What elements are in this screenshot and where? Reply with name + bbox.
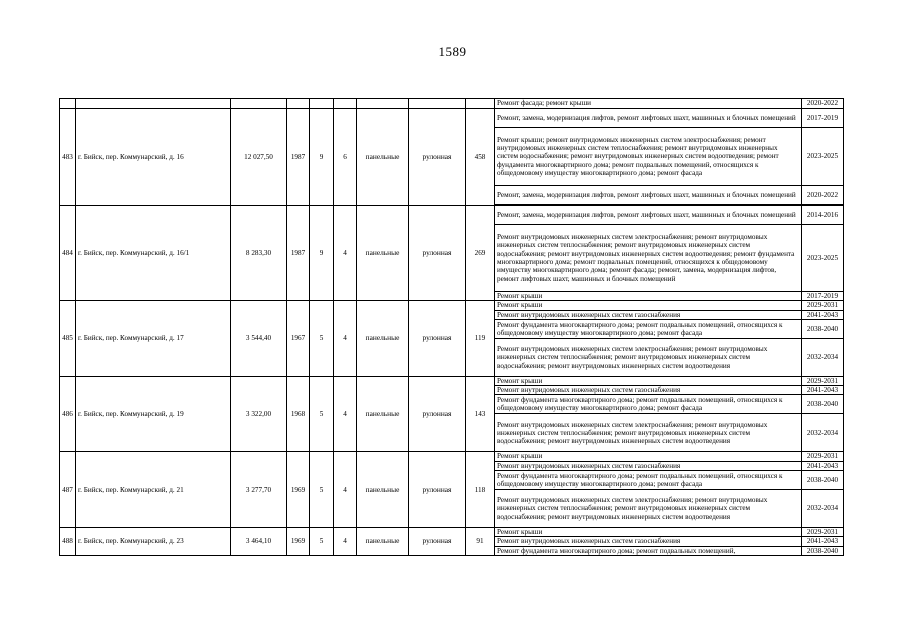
entrances: 4 <box>334 376 357 452</box>
table-row <box>60 528 844 537</box>
row-number: 485 <box>60 301 76 377</box>
work-period: 2041-2043 <box>802 537 844 546</box>
work-description: Ремонт фасада; ремонт крыши <box>495 99 802 109</box>
work-description: Ремонт, замена, модернизация лифтов, ремонт лифтовых шахт, машинных и блочных помещений <box>495 206 802 225</box>
work-period: 2020-2022 <box>802 186 844 205</box>
floors: 5 <box>310 301 334 377</box>
residents: 458 <box>466 109 495 206</box>
work-period: 2029-2031 <box>802 452 844 461</box>
work-description: Ремонт внутридомовых инженерных систем газоснабжения <box>495 310 802 319</box>
work-description: Ремонт, замена, модернизация лифтов, ремонт лифтовых шахт, машинных и блочных помещений <box>495 109 802 128</box>
entrances: 4 <box>334 301 357 377</box>
work-description: Ремонт крыши <box>495 301 802 310</box>
page-number: 1589 <box>438 44 467 59</box>
row-number: 483 <box>60 109 76 206</box>
wall-material: панельные <box>357 301 409 377</box>
cell-empty <box>334 99 357 109</box>
address: г. Бийск, пер. Коммунарский, д. 16 <box>76 109 231 206</box>
roof-type: рулонная <box>409 206 466 301</box>
table-row <box>60 99 844 109</box>
cell-empty <box>310 99 334 109</box>
work-period: 2041-2043 <box>802 461 844 470</box>
work-period: 2023-2025 <box>802 128 844 186</box>
floors: 9 <box>310 109 334 206</box>
row-number: 484 <box>60 206 76 301</box>
work-description: Ремонт крыши <box>495 292 802 301</box>
work-period: 2038-2040 <box>802 471 844 490</box>
work-period: 2020-2022 <box>802 99 844 109</box>
address: г. Бийск, пер. Коммунарский, д. 16/1 <box>76 206 231 301</box>
address: г. Бийск, пер. Коммунарский, д. 21 <box>76 452 231 528</box>
table-row <box>60 206 844 225</box>
work-description: Ремонт внутридомовых инженерных систем электроснабжения; ремонт внутридомовых инженерных систем теплоснабжения; ремонт внутридомовых инженерных систем водоснабжения; ремонт внутридомовых инженерных систем водоотведения; ремонт фундамента многоквартирного дома; ремонт подвальных помещений, относящихся к общедомовому имуществу многоквартирного дома; ремонт фасада; ремонт, замена, модернизация лифтов, ремонт лифтовых шахт, машинных и блочных помещений <box>495 225 802 292</box>
residents: 91 <box>466 528 495 556</box>
residents: 119 <box>466 301 495 377</box>
wall-material: панельные <box>357 376 409 452</box>
floors: 5 <box>310 376 334 452</box>
work-period: 2032-2034 <box>802 338 844 376</box>
total-area: 3 544,40 <box>231 301 287 377</box>
build-year: 1987 <box>287 206 310 301</box>
work-description: Ремонт внутридомовых инженерных систем электроснабжения; ремонт внутридомовых инженерных систем теплоснабжения; ремонт внутридомовых инженерных систем водоснабжения; ремонт внутридомовых инженерных систем водоотведения <box>495 490 802 528</box>
roof-type: рулонная <box>409 528 466 556</box>
work-description: Ремонт внутридомовых инженерных систем газоснабжения <box>495 537 802 546</box>
work-description: Ремонт крыши <box>495 376 802 385</box>
address: г. Бийск, пер. Коммунарский, д. 17 <box>76 301 231 377</box>
total-area: 3 322,00 <box>231 376 287 452</box>
table-row <box>60 109 844 128</box>
roof-type: рулонная <box>409 452 466 528</box>
entrances: 4 <box>334 452 357 528</box>
work-description: Ремонт внутридомовых инженерных систем электроснабжения; ремонт внутридомовых инженерных систем теплоснабжения; ремонт внутридомовых инженерных систем водоснабжения; ремонт внутридомовых инженерных систем водоотведения <box>495 414 802 452</box>
build-year: 1967 <box>287 301 310 377</box>
wall-material: панельные <box>357 452 409 528</box>
work-description: Ремонт внутридомовых инженерных систем газоснабжения <box>495 386 802 395</box>
entrances: 6 <box>334 109 357 206</box>
row-number: 487 <box>60 452 76 528</box>
row-number: 488 <box>60 528 76 556</box>
cell-empty <box>409 99 466 109</box>
cell-empty <box>231 99 287 109</box>
residents: 143 <box>466 376 495 452</box>
work-description: Ремонт фундамента многоквартирного дома; ремонт подвальных помещений, относящихся к общедомовому имуществу многоквартирного дома; ремонт фасада <box>495 319 802 338</box>
cell-empty <box>76 99 231 109</box>
table-row <box>60 452 844 461</box>
work-period: 2032-2034 <box>802 414 844 452</box>
table-row <box>60 301 844 310</box>
work-description: Ремонт крыши; ремонт внутридомовых инженерных систем электроснабжения; ремонт внутридомовых инженерных систем теплоснабжения; ремонт внутридомовых инженерных систем водоснабжения; ремонт внутридомовых инженерных систем водоотведения; ремонт фундамента многоквартирного дома; ремонт подвальных помещений, относящихся к общедомовому имуществу многоквартирного дома; ремонт фасада <box>495 128 802 186</box>
work-description: Ремонт фундамента многоквартирного дома; ремонт подвальных помещений, <box>495 546 802 555</box>
address: г. Бийск, пер. Коммунарский, д. 19 <box>76 376 231 452</box>
cell-empty <box>60 99 76 109</box>
work-period: 2017-2019 <box>802 292 844 301</box>
work-period: 2014-2016 <box>802 206 844 225</box>
residents: 269 <box>466 206 495 301</box>
cell-empty <box>357 99 409 109</box>
floors: 9 <box>310 206 334 301</box>
total-area: 8 283,30 <box>231 206 287 301</box>
work-description: Ремонт крыши <box>495 452 802 461</box>
build-year: 1987 <box>287 109 310 206</box>
floors: 5 <box>310 528 334 556</box>
work-period: 2041-2043 <box>802 386 844 395</box>
work-period: 2029-2031 <box>802 301 844 310</box>
build-year: 1969 <box>287 528 310 556</box>
row-number: 486 <box>60 376 76 452</box>
residents: 118 <box>466 452 495 528</box>
build-year: 1968 <box>287 376 310 452</box>
work-description: Ремонт фундамента многоквартирного дома; ремонт подвальных помещений, относящихся к общедомовому имуществу многоквартирного дома; ремонт фасада <box>495 471 802 490</box>
entrances: 4 <box>334 206 357 301</box>
work-description: Ремонт внутридомовых инженерных систем электроснабжения; ремонт внутридомовых инженерных систем теплоснабжения; ремонт внутридомовых инженерных систем водоснабжения; ремонт внутридомовых инженерных систем водоотведения <box>495 338 802 376</box>
address: г. Бийск, пер. Коммунарский, д. 23 <box>76 528 231 556</box>
roof-type: рулонная <box>409 109 466 206</box>
table-row <box>60 376 844 385</box>
total-area: 12 027,50 <box>231 109 287 206</box>
work-period: 2023-2025 <box>802 225 844 292</box>
total-area: 3 277,70 <box>231 452 287 528</box>
work-description: Ремонт внутридомовых инженерных систем газоснабжения <box>495 461 802 470</box>
work-description: Ремонт, замена, модернизация лифтов, ремонт лифтовых шахт, машинных и блочных помещений <box>495 186 802 205</box>
wall-material: панельные <box>357 206 409 301</box>
total-area: 3 464,10 <box>231 528 287 556</box>
roof-type: рулонная <box>409 376 466 452</box>
work-period: 2041-2043 <box>802 310 844 319</box>
work-period: 2017-2019 <box>802 109 844 128</box>
work-period: 2029-2031 <box>802 528 844 537</box>
work-description: Ремонт крыши <box>495 528 802 537</box>
work-period: 2032-2034 <box>802 490 844 528</box>
build-year: 1969 <box>287 452 310 528</box>
wall-material: панельные <box>357 528 409 556</box>
work-description: Ремонт фундамента многоквартирного дома; ремонт подвальных помещений, относящихся к общедомовому имуществу многоквартирного дома; ремонт фасада <box>495 395 802 414</box>
work-period: 2038-2040 <box>802 395 844 414</box>
entrances: 4 <box>334 528 357 556</box>
cell-empty <box>466 99 495 109</box>
floors: 5 <box>310 452 334 528</box>
work-period: 2029-2031 <box>802 376 844 385</box>
roof-type: рулонная <box>409 301 466 377</box>
wall-material: панельные <box>357 109 409 206</box>
work-period: 2038-2040 <box>802 319 844 338</box>
work-period: 2038-2040 <box>802 546 844 555</box>
cell-empty <box>287 99 310 109</box>
capital-repair-table <box>59 98 844 556</box>
